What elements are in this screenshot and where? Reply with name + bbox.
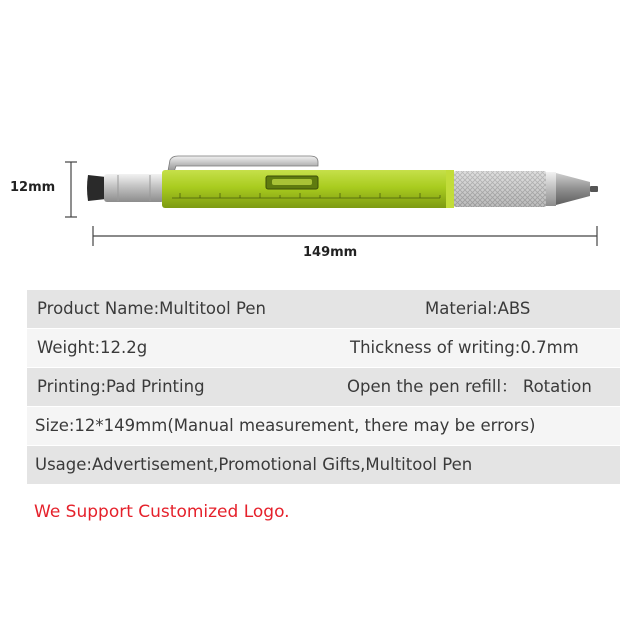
spec-row [27, 407, 620, 445]
spec-thickness: Thickness of writing:0.7mm [350, 338, 579, 357]
spec-row [27, 368, 620, 406]
height-dimension-line [65, 162, 77, 217]
pen-illustration [0, 0, 640, 290]
stylus-tip [87, 175, 106, 201]
spec-material: Material:ABS [425, 299, 531, 318]
spec-weight: Weight:12.2g [37, 338, 148, 357]
length-dimension-line [93, 226, 597, 246]
stylus-collar [104, 174, 164, 202]
height-dimension-label: 12mm [10, 180, 56, 195]
pen-tip [556, 173, 590, 205]
spec-usage: Usage:Advertisement,Promotional Gifts,Multitool Pen [35, 455, 473, 474]
pen-clip [168, 156, 318, 172]
spec-table [27, 290, 620, 485]
length-dimension-label: 149mm [303, 245, 358, 260]
spec-product-name: Product Name:Multitool Pen [37, 299, 266, 318]
spec-printing: Printing:Pad Printing [37, 377, 205, 396]
spec-refill: Open the pen refill： Rotation [347, 377, 592, 396]
spec-row [27, 290, 620, 328]
spec-size: Size:12*149mm(Manual measurement, there may be errors) [35, 416, 536, 435]
spec-row [27, 446, 620, 484]
customized-logo-note: We Support Customized Logo. [34, 502, 290, 522]
spec-row [27, 329, 620, 367]
